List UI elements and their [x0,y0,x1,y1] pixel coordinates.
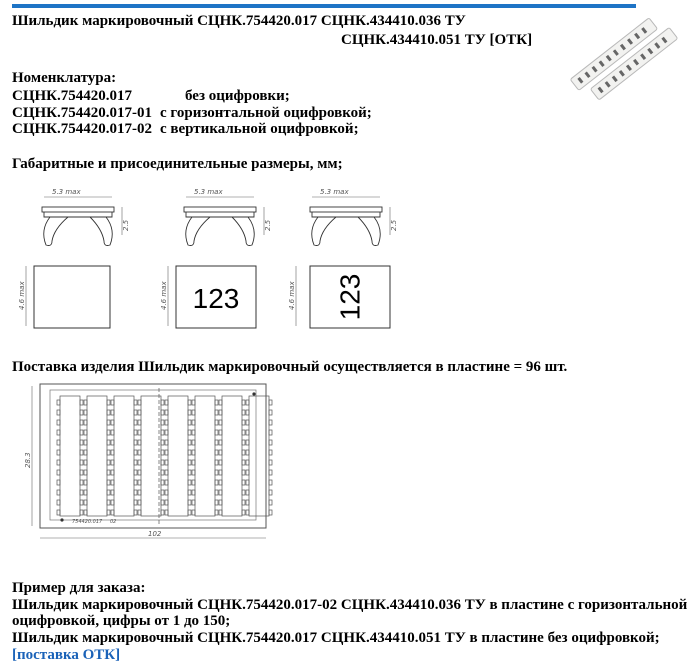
horizontal-number: 123 [192,283,240,314]
svg-text:2.5: 2.5 [264,219,272,231]
svg-text:754420.017: 754420.017 [72,519,103,525]
svg-text:02: 02 [110,519,117,525]
svg-text:28.3: 28.3 [24,452,32,468]
dimensions-heading: Габаритные и присоединительные размеры, мм; [12,156,343,172]
nomenclature-code-2: СЦНК.754420.017-01 [12,105,153,121]
nomenclature-code-3: СЦНК.754420.017-02 [12,121,153,137]
svg-text:5.3 max: 5.3 max [320,188,349,196]
nomenclature-desc-1: без оцифровки; [185,88,290,104]
svg-text:5.3 max: 5.3 max [52,188,81,196]
face-view-vertical [284,262,406,332]
order-line-1: Шильдик маркировочный СЦНК.754420.017-02 СЦНК.434410.036 ТУ в пластине с горизонтальной [12,597,688,613]
nomenclature-desc-3: с вертикальной оцифровкой; [160,121,359,137]
top-accent-bar [12,4,636,8]
svg-text:5.3 max: 5.3 max [194,188,223,196]
order-heading: Пример для заказа: [12,580,146,596]
plate-drawing [26,378,276,546]
side-view-1 [30,185,140,251]
nomenclature-heading: Номенклатура: [12,70,117,86]
order-line-3: Шильдик маркировочный СЦНК.754420.017 СЦНК.434410.051 ТУ в пластине без оцифровкой; [12,630,660,646]
nomenclature-desc-2: с горизонтальной оцифровкой; [160,105,372,121]
svg-text:102: 102 [148,530,162,538]
svg-text:4.6 max: 4.6 max [160,281,168,310]
supply-text: Поставка изделия Шильдик маркировочный осуществляется в пластине = 96 шт. [12,359,568,375]
svg-text:2.5: 2.5 [122,219,130,231]
order-line-2: оцифровкой, цифры от 1 до 150; [12,613,231,629]
vertical-number: 123 [334,273,366,321]
svg-text:4.6 max: 4.6 max [288,281,296,310]
svg-text:2.5: 2.5 [390,219,398,231]
product-photo [565,20,677,100]
page-title-line2: СЦНК.434410.051 ТУ [ОТК] [341,32,533,48]
nomenclature-code-1: СЦНК.754420.017 [12,88,133,104]
svg-text:4.6 max: 4.6 max [18,281,26,310]
side-view-3 [298,185,408,251]
page-title-line1: Шильдик маркировочный СЦНК.754420.017 СЦНК.434410.036 ТУ [12,13,466,29]
face-view-horizontal [156,262,278,332]
side-view-2 [172,185,282,251]
otk-supply-link[interactable]: [поставка ОТК] [12,647,121,663]
face-view-blank [14,262,136,332]
